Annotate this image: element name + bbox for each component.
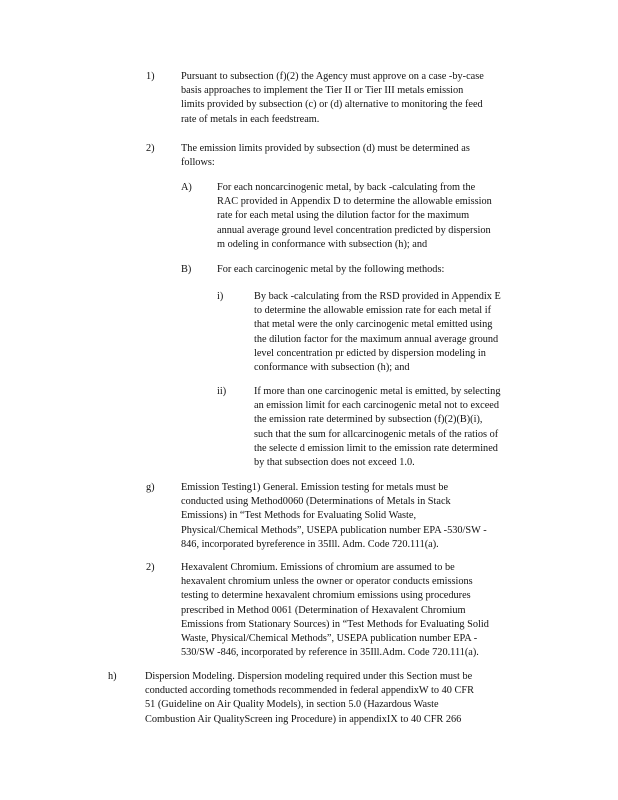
item-text — [181, 481, 536, 552]
item-label: g) — [146, 482, 155, 493]
text-line: an emission limit for each carcinogenic metal not to exceed — [254, 400, 500, 412]
item-label: 2) — [146, 562, 155, 573]
item-label: B) — [181, 264, 192, 275]
text-line: the selecte d emission limit to the emission rate determined — [254, 442, 498, 454]
text-line: the emission rate determined by subsection (f)(2)(B)(i), — [254, 414, 483, 426]
text-line: For each carcinogenic metal by the following methods: — [217, 264, 445, 275]
item-text — [181, 142, 521, 170]
text-line: by that subsection does not exceed 1.0. — [254, 457, 415, 469]
text-line: 846, incorporated byreference in 35Ill. Adm. Code 720.111(a). — [181, 538, 439, 550]
text-line: follows: — [181, 157, 215, 169]
text-line: prescribed in Method 0061 (Determination of Hexavalent Chromium — [181, 604, 466, 616]
text-line: limits provided by subsection (c) or (d) alternative to monitoring the feed — [181, 99, 483, 111]
text-line: level concentration pr edicted by dispersion modeling in — [254, 347, 486, 359]
text-line: m odeling in conformance with subsection (h); and — [217, 238, 428, 250]
text-line: the dilution factor for the maximum annual average ground — [254, 333, 499, 345]
item-label: A) — [181, 182, 192, 193]
text-line: hexavalent chromium unless the owner or operator conducts emissions — [181, 576, 473, 588]
text-line: Hexavalent Chromium. Emissions of chromium are assumed to be — [181, 562, 455, 573]
text-line: testing to determine hexavalent chromium emissions using procedures — [181, 590, 471, 602]
text-line: The emission limits provided by subsection (d) must be determined as — [181, 143, 470, 154]
text-line: conducted according tomethods recommended in federal appendixW to 40 CFR — [145, 685, 474, 697]
text-line: to determine the allowable emission rate for each metal if — [254, 305, 492, 317]
text-line: Pursuant to subsection (f)(2) the Agency must approve on a case -by-case — [181, 71, 484, 82]
item-text — [181, 70, 530, 127]
item-text — [181, 561, 541, 660]
text-line: Emissions) in “Test Methods for Evaluating Solid Waste, — [181, 510, 417, 522]
text-line: conformance with subsection (h); and — [254, 362, 410, 374]
item-label: h) — [108, 671, 117, 682]
text-line: For each noncarcinogenic metal, by back -calculating from the — [217, 182, 476, 193]
text-line: 51 (Guideline on Air Quality Models), in section 5.0 (Hazardous Waste — [145, 699, 439, 711]
item-text — [217, 263, 517, 277]
text-line: that metal were the only carcinogenic metal emitted using — [254, 319, 493, 331]
text-line: Combustion Air QualityScreen ing Procedure) in appendixIX to 40 CFR 266 — [145, 713, 462, 725]
item-label: 2) — [146, 143, 155, 154]
text-line: If more than one carcinogenic metal is emitted, by selecting — [254, 386, 501, 397]
text-line: such that the sum for allcarcinogenic metals of the ratios of — [254, 428, 499, 440]
item-text — [254, 385, 544, 470]
text-line: Waste, Physical/Chemical Methods”, USEPA publication number EPA - — [181, 633, 478, 645]
text-line: Physical/Chemical Methods”, USEPA publication number EPA -530/SW - — [181, 524, 487, 536]
text-line: rate of metals in each feedstream. — [181, 113, 320, 125]
text-line: Emissions from Stationary Sources) in “Test Methods for Evaluating Solid — [181, 618, 489, 630]
text-line: By back -calculating from the RSD provided in Appendix E — [254, 291, 501, 302]
item-text — [145, 670, 515, 727]
item-text — [254, 290, 544, 375]
text-line: annual average ground level concentration predicted by dispersion — [217, 224, 491, 236]
text-line: Emission Testing1) General. Emission testing for metals must be — [181, 482, 449, 493]
text-line: 530/SW -846, incorporated by reference in 35Ill.Adm. Code 720.111(a). — [181, 647, 479, 659]
text-line: rate for each metal using the dilution factor for the maximum — [217, 210, 470, 222]
text-line: conducted using Method0060 (Determinations of Metals in Stack — [181, 496, 451, 508]
text-line: RAC provided in Appendix D to determine the allowable emission — [217, 196, 492, 208]
text-line: basis approaches to implement the Tier II or Tier III metals emission — [181, 85, 464, 97]
item-label: 1) — [146, 71, 155, 82]
item-label: i) — [217, 291, 224, 302]
item-label: ii) — [217, 386, 227, 397]
text-line: Dispersion Modeling. Dispersion modeling required under this Section must be — [145, 671, 473, 682]
item-text — [217, 181, 535, 252]
